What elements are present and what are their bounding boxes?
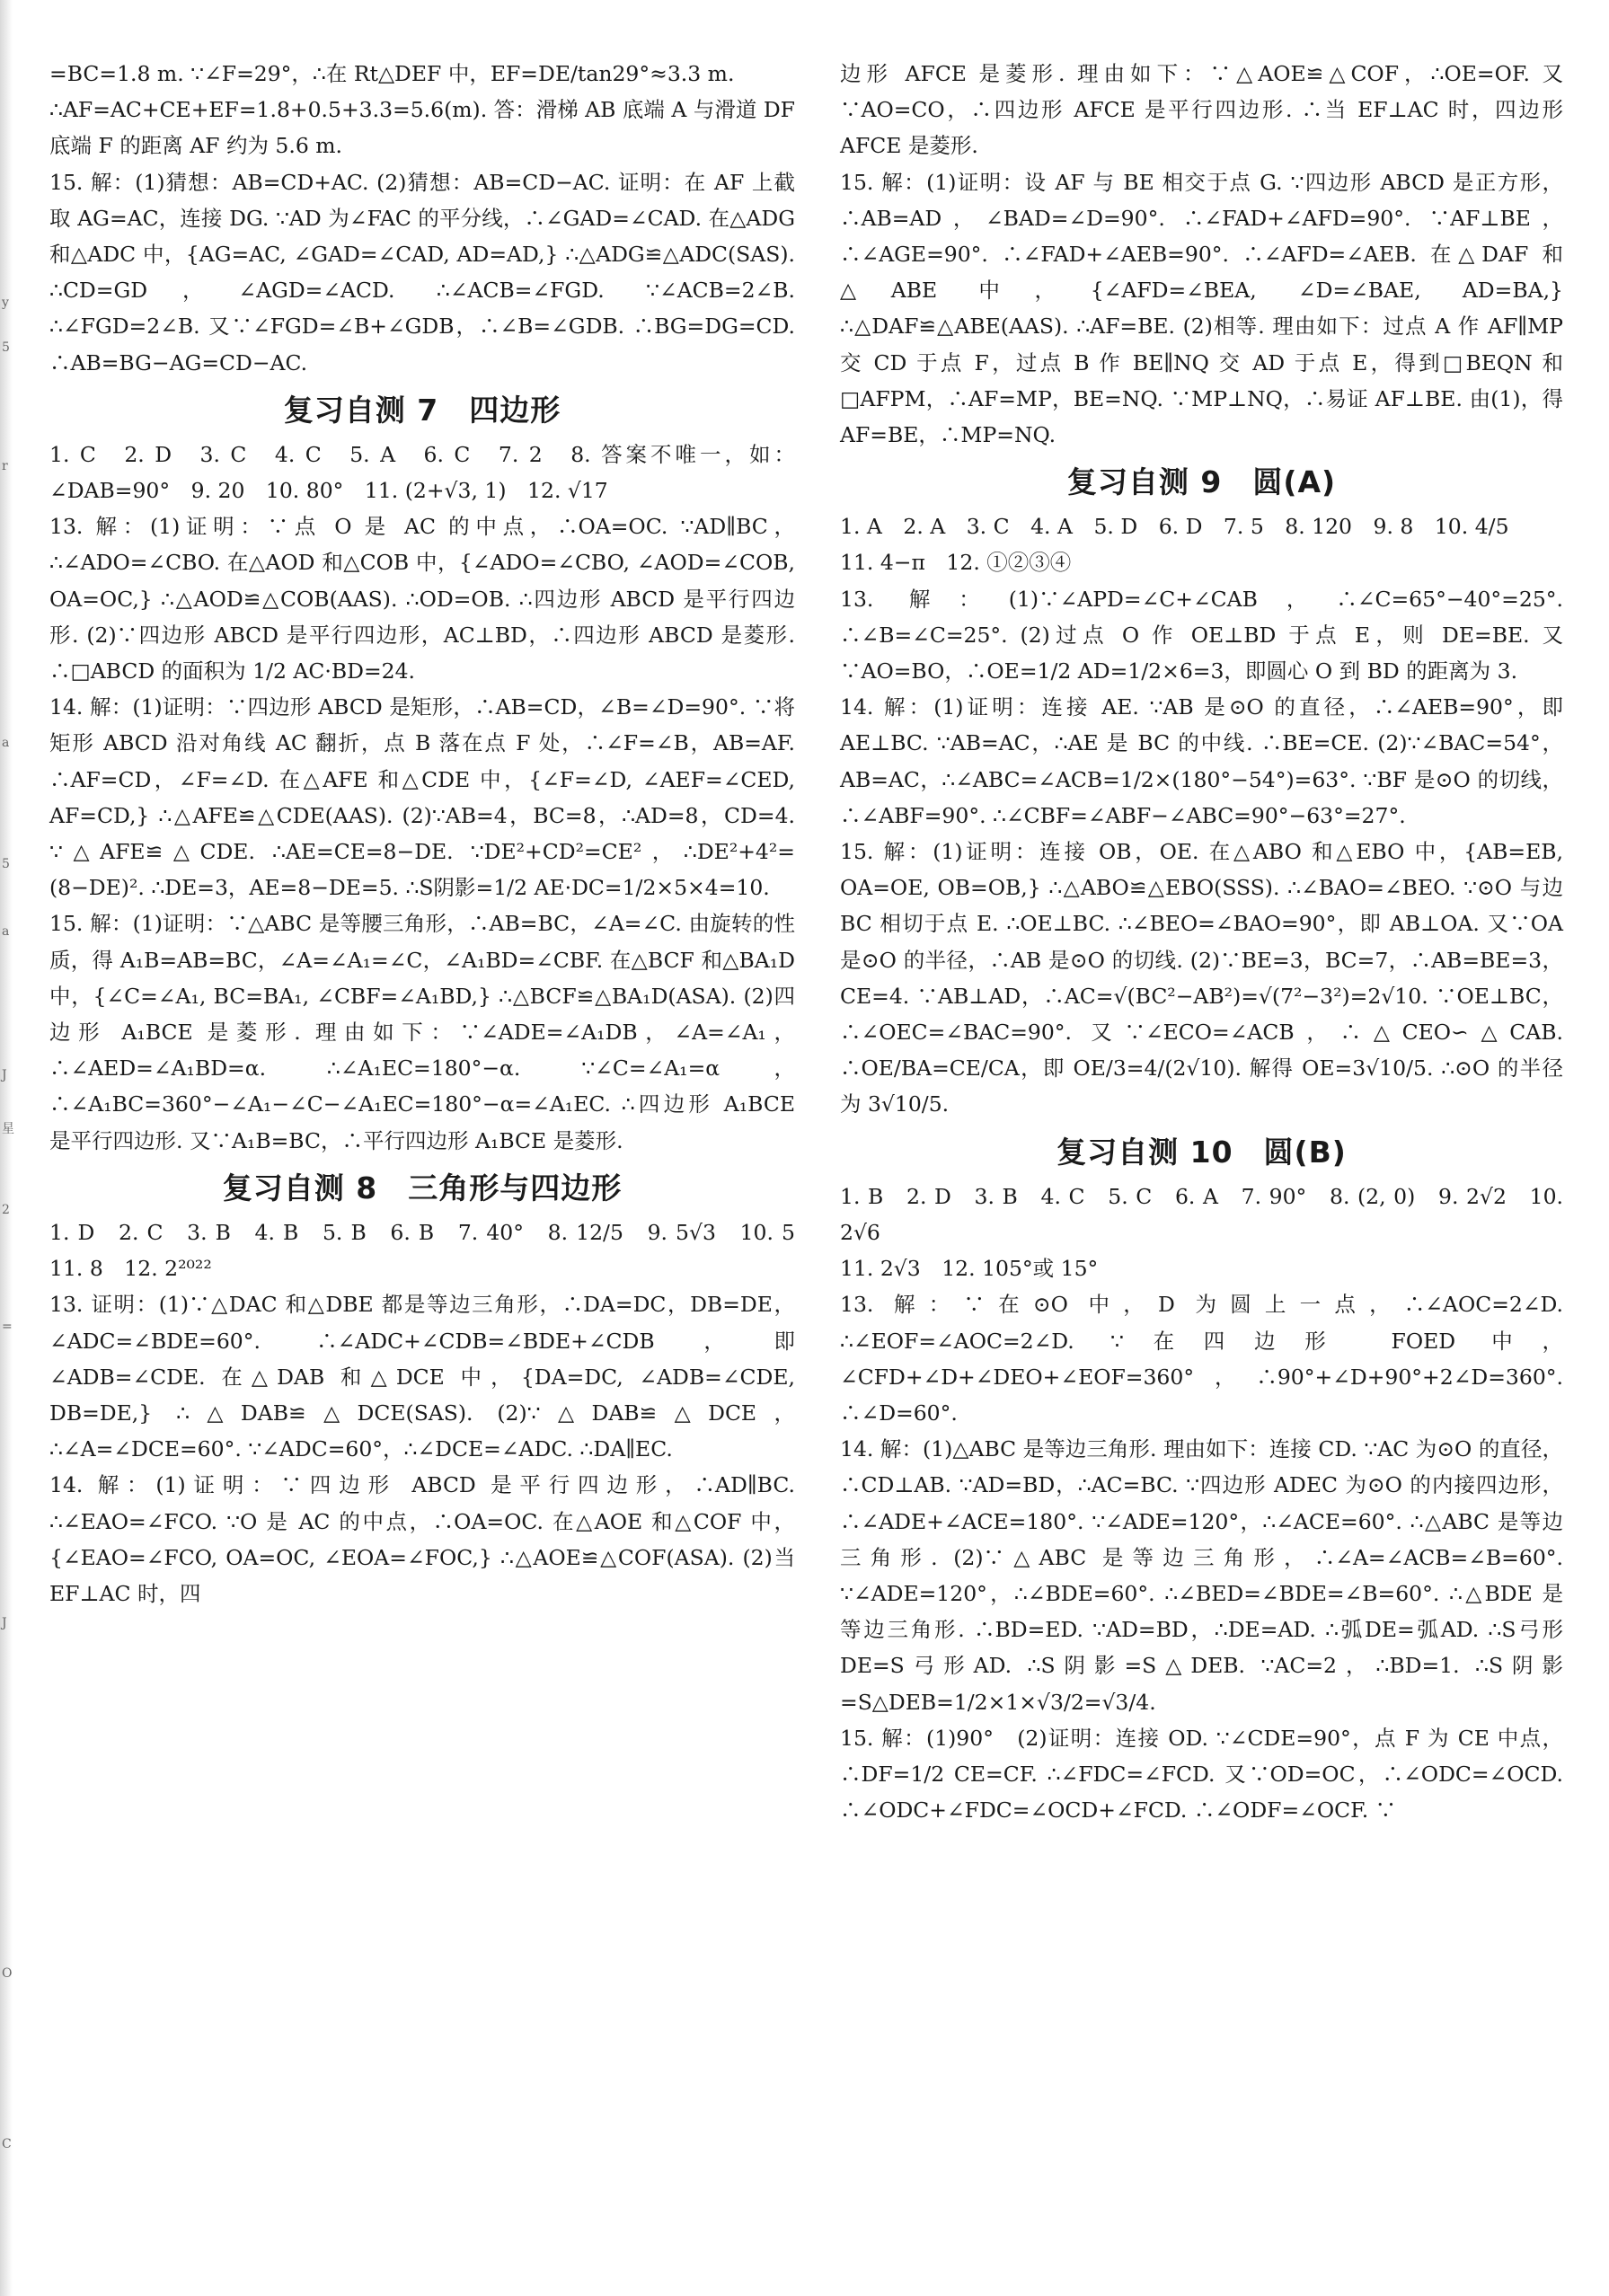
answer-paragraph: 13. 解：(1)证明：∵点 O 是 AC 的中点，∴OA=OC. ∵AD∥BC，∴∠ADO=∠CBO. 在△AOD 和△COB 中，{∠ADO=∠CBO, ∠AOD=∠COB, OA=OC,} ∴△AOD≌△COB(AAS). ∴OD=OB. ∴四边形 ABCD 是平行四边形. (2)∵四边形 ABCD 是平行四边形，AC⊥BD，∴四边形 ABCD 是菱形. ∴□ABCD 的面积为 1/2 AC·BD=24. xyxy=(49,514,795,684)
right-column xyxy=(840,56,1563,1828)
gutter-mark: y xyxy=(2,296,9,310)
answer-paragraph: 15. 解：(1)90° (2)证明：连接 OD. ∵∠CDE=90°，点 F 为 CE 中点，∴DF=1/2 CE=CF. ∴∠FDC=∠FCD. 又∵OD=OC，∴∠ODC=∠OCD. ∴∠ODC+∠FDC=∠OCD+∠FCD. ∴∠ODF=∠OCF. ∵ xyxy=(840,1725,1563,1824)
gutter-mark: 5 xyxy=(2,857,10,871)
answer-paragraph: 14. 解：(1)△ABC 是等边三角形. 理由如下：连接 CD. ∵AC 为⊙O 的直径，∴CD⊥AB. ∵AD=BD，∴AC=BC. ∵四边形 ADEC 为⊙O 的内接四边形，∴∠ADE+∠ACE=180°. ∵∠ADE=120°，∴∠ACE=60°. ∴△ABC 是等边三角形. (2)∵△ABC 是等边三角形，∴∠A=∠ACB=∠B=60°. ∵∠ADE=120°，∴∠BDE=60°. ∴∠BED=∠BDE=∠B=60°. ∴△BDE 是等边三角形. ∴BD=ED. ∵AD=BD，∴DE=AD. ∴弧DE=弧AD. ∴S弓形DE=S弓形AD. ∴S阴影=S△DEB. ∵AC=2，∴BD=1. ∴S阴影=S△DEB=1/2×1×√3/2=√3/4. xyxy=(840,1436,1563,1715)
gutter-mark: O xyxy=(2,1966,13,1981)
gutter-mark: J xyxy=(2,1616,7,1630)
section-title: 复习自测 9 圆(A) xyxy=(1066,464,1337,500)
gutter-mark: C xyxy=(2,2137,12,2151)
answer-paragraph: 13. 证明：(1)∵△DAC 和△DBE 都是等边三角形，∴DA=DC，DB=DE，∠ADC=∠BDE=60°. ∴∠ADC+∠CDB=∠BDE+∠CDB，即∠ADB=∠CDE. 在△DAB 和△DCE 中，{DA=DC, ∠ADB=∠CDE, DB=DE,} ∴△DAB≌△DCE(SAS). (2)∵△DAB≌△DCE，∴∠A=∠DCE=60°. ∵∠ADC=60°，∴∠DCE=∠ADC. ∴DA∥EC. xyxy=(49,1292,795,1462)
answer-paragraph: 15. 解：(1)证明：设 AF 与 BE 相交于点 G. ∵四边形 ABCD 是正方形，∴AB=AD，∠BAD=∠D=90°. ∴∠FAD+∠AFD=90°. ∵AF⊥BE，∴∠AGE=90°. ∴∠FAD+∠AEB=90°. ∴∠AFD=∠AEB. 在△DAF 和△ABE 中，{∠AFD=∠BEA, ∠D=∠BAE, AD=BA,} ∴△DAF≌△ABE(AAS). ∴AF=BE. (2)相等. 理由如下：过点 A 作 AF∥MP 交 CD 于点 F，过点 B 作 BE∥NQ 交 AD 于点 E，得到□BEQN 和□AFPM，∴AF=MP，BE=NQ. ∵MP⊥NQ，∴易证 AF⊥BE. 由(1)，得 AF=BE，∴MP=NQ. xyxy=(840,169,1563,448)
gutter-mark: = xyxy=(2,1320,13,1334)
answer-paragraph: 14. 解：(1)证明：连接 AE. ∵AB 是⊙O 的直径，∴∠AEB=90°，即 AE⊥BC. ∵AB=AC，∴AE 是 BC 的中线. ∴BE=CE. (2)∵∠BAC=54°，AB=AC，∴∠ABC=∠ACB=1/2×(180°−54°)=63°. ∵BF 是⊙O 的切线，∴∠ABF=90°. ∴∠CBF=∠ABF−∠ABC=90°−63°=27°. xyxy=(840,694,1563,828)
answer-paragraph: =BC=1.8 m. ∵∠F=29°，∴在 Rt△DEF 中，EF=DE/tan29°≈3.3 m. xyxy=(49,61,735,86)
gutter-mark: r xyxy=(2,459,8,473)
answer-paragraph: 边形 AFCE 是菱形. 理由如下：∵△AOE≌△COF，∴OE=OF. 又∵AO=CO，∴四边形 AFCE 是平行四边形. ∴当 EF⊥AC 时，四边形 AFCE 是菱形. xyxy=(840,61,1563,159)
answer-paragraph: 1. A 2. A 3. C 4. A 5. D 6. D 7. 5 8. 120 9. 8 10. 4/5 xyxy=(840,514,1509,540)
answer-paragraph: 14. 解：(1)证明：∵四边形 ABCD 是矩形，∴AB=CD，∠B=∠D=90°. ∵将矩形 ABCD 沿对角线 AC 翻折，点 B 落在点 F 处，∴∠F=∠B，AB=AF. ∴AF=CD，∠F=∠D. 在△AFE 和△CDE 中，{∠F=∠D, ∠AEF=∠CED, AF=CD,} ∴△AFE≌△CDE(AAS). (2)∵AB=4，BC=8，∴AD=8，CD=4. ∵△AFE≌△CDE. ∴AE=CE=8−DE. ∵DE²+CD²=CE²，∴DE²+4²=(8−DE)². ∴DE=3，AE=8−DE=5. ∴S阴影=1/2 AE·DC=1/2×5×4=10. xyxy=(49,694,795,901)
answer-paragraph: 1. C 2. D 3. C 4. C 5. A 6. C 7. 2 8. 答案不唯一，如：∠DAB=90° 9. 20 10. 80° 11. (2+√3, 1) 12. √17 xyxy=(49,441,795,504)
gutter-mark: a xyxy=(2,736,10,750)
answer-paragraph: 1. B 2. D 3. B 4. C 5. C 6. A 7. 90° 8. (2, 0) 9. 2√2 10. 2√6 xyxy=(840,1183,1563,1245)
gutter-mark: 2 xyxy=(2,1203,10,1217)
answer-paragraph: 15. 解：(1)猜想：AB=CD+AC. (2)猜想：AB=CD−AC. 证明：在 AF 上截取 AG=AC，连接 DG. ∵AD 为∠FAC 的平分线，∴∠GAD=∠CAD. 在△ADG 和△ADC 中，{AG=AC, ∠GAD=∠CAD, AD=AD,} ∴△ADG≌△ADC(SAS). ∴CD=GD，∠AGD=∠ACD. ∴∠ACB=∠FGD. ∵∠ACB=2∠B. ∴∠FGD=2∠B. 又∵∠FGD=∠B+∠GDB，∴∠B=∠GDB. ∴BG=DG=CD. ∴AB=BG−AG=CD−AC. xyxy=(49,169,795,375)
answer-paragraph: 1. D 2. C 3. B 4. B 5. B 6. B 7. 40° 8. 12/5 9. 5√3 10. 5 11. 8 12. 2²⁰²² xyxy=(49,1219,817,1282)
answer-paragraph: 13. 解：∵在⊙O 中，D 为圆上一点，∴∠AOC=2∠D. ∴∠EOF=∠AOC=2∠D. ∵在四边形 FOED 中，∠CFD+∠D+∠DEO+∠EOF=360°，∴90°+∠D+90°+2∠D=360°. ∴∠D=60°. xyxy=(840,1292,1563,1426)
answer-paragraph: 11. 2√3 12. 105°或 15° xyxy=(840,1256,1099,1282)
answer-paragraph: 11. 4−π 12. ①②③④ xyxy=(840,550,1072,576)
section-title: 复习自测 7 四边形 xyxy=(283,392,561,428)
answer-paragraph: 15. 解：(1)证明：连接 OB，OE. 在△ABO 和△EBO 中，{AB=EB, OA=OE, OB=OB,} ∴△ABO≌△EBO(SSS). ∴∠BAO=∠BEO. ∵⊙O 与边 BC 相切于点 E. ∴OE⊥BC. ∴∠BEO=∠BAO=90°，即 AB⊥OA. 又∵OA 是⊙O 的半径，∴AB 是⊙O 的切线. (2)∵BE=3，BC=7，∴AB=BE=3，CE=4. ∵AB⊥AD，∴AC=√(BC²−AB²)=√(7²−3²)=2√10. ∵OE⊥BC，∴∠OEC=∠BAC=90°. 又∵∠ECO=∠ACB，∴△CEO∽△CAB. ∴OE/BA=CE/CA，即 OE/3=4/(2√10). 解得 OE=3√10/5. ∴⊙O 的半径为 3√10/5. xyxy=(840,839,1563,1117)
answer-paragraph: 13. 解：(1)∵∠APD=∠C+∠CAB，∴∠C=65°−40°=25°. ∴∠B=∠C=25°. (2)过点 O 作 OE⊥BD 于点 E，则 DE=BE. 又∵AO=BO，∴OE=1/2 AD=1/2×6=3，即圆心 O 到 BD 的距离为 3. xyxy=(840,586,1563,684)
section-title: 复习自测 10 圆(B) xyxy=(1056,1134,1347,1170)
answer-paragraph: 15. 解：(1)证明：∵△ABC 是等腰三角形，∴AB=BC，∠A=∠C. 由旋转的性质，得 A₁B=AB=BC，∠A=∠A₁=∠C，∠A₁BD=∠CBF. 在△BCF 和△BA₁D 中，{∠C=∠A₁, BC=BA₁, ∠CBF=∠A₁BD,} ∴△BCF≌△BA₁D(ASA). (2)四边形 A₁BCE 是菱形. 理由如下：∵∠ADE=∠A₁DB，∠A=∠A₁，∴∠AED=∠A₁BD=α. ∴∠A₁EC=180°−α. ∵∠C=∠A₁=α，∴∠A₁BC=360°−∠A₁−∠C−∠A₁EC=180°−α=∠A₁EC. ∴四边形 A₁BCE 是平行四边形. 又∵A₁B=BC，∴平行四边形 A₁BCE 是菱形. xyxy=(49,911,795,1153)
gutter-mark: J xyxy=(2,1068,7,1082)
left-column xyxy=(49,56,817,1612)
gutter-mark: 5 xyxy=(2,340,10,355)
section-title: 复习自测 8 三角形与四边形 xyxy=(222,1170,623,1205)
answer-paragraph: 14. 解：(1)证明：∵四边形 ABCD 是平行四边形，∴AD∥BC. ∴∠EAO=∠FCO. ∵O 是 AC 的中点，∴OA=OC. 在△AOE 和△COF 中，{∠EAO=∠FCO, OA=OC, ∠EOA=∠FOC,} ∴△AOE≌△COF(ASA). (2)当 EF⊥AC 时，四 xyxy=(49,1472,795,1606)
answer-paragraph: ∴AF=AC+CE+EF=1.8+0.5+3.3=5.6(m). 答：滑梯 AB 底端 A 与滑道 DF 底端 F 的距离 AF 约为 5.6 m. xyxy=(49,97,795,159)
gutter-mark: a xyxy=(2,924,10,939)
gutter-mark: 星 xyxy=(2,1122,14,1136)
